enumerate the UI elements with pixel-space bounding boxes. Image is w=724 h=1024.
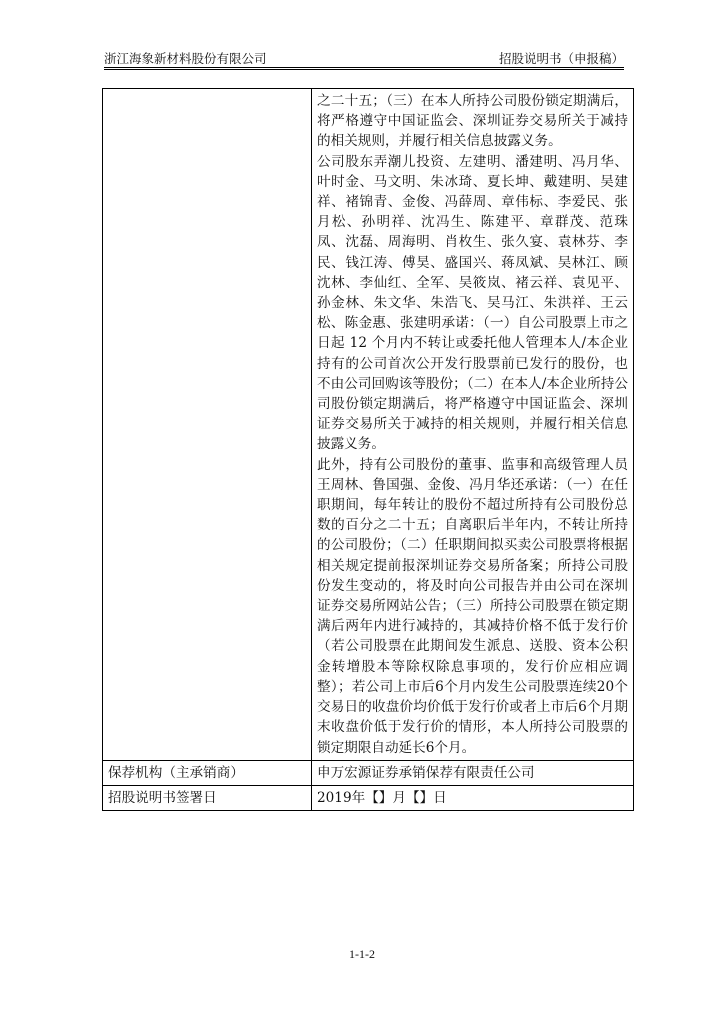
sponsor-label: 保荐机构（主承销商） — [103, 760, 312, 785]
page-number: 1-1-2 — [349, 947, 375, 961]
commitment-paragraph: 公司股东弄潮儿投资、左建明、潘建明、冯月华、叶时金、马文明、朱冰琦、夏长坤、戴建明、吴建祥、褚锦青、金俊、冯薛周、章伟标、李爱民、张月松、孙明祥、沈冯生、陈建平、章群茂、范珠凤、沈磊、周海明、肖枚生、张久宴、袁林芬、李民、钱江涛、傅昊、盛国兴、蒋凤斌、吴林江、顾沈林、李仙红、全军、吴筱岚、褚云祥、袁见平、孙金林、朱文华、朱浩飞、吴马江、朱洪祥、王云松、陈金惠、张建明承诺：（一）自公司股票上市之日起 12 个月内不转让或委托他人管理本人/本企业持有的公司首次公开发行股票前已发行的股份，也不由公司回购该等股份；（二）在本人/本企业所持公司股份锁定期满后，将严格遵守中国证监会、深圳证券交易所关于减持的相关规则，并履行相关信息披露义务。 — [317, 153, 628, 453]
commitment-paragraph: 此外，持有公司股份的董事、监事和高级管理人员王周林、鲁国强、金俊、冯月华还承诺：（一）在任职期间，每年转让的股份不超过所持有公司股份总数的百分之二十五；自离职后半年内，不转让所持的公司股份；（二）任职期间拟买卖公司股票将根据相关规定提前报深圳证券交易所备案；所持公司股份发生变动的，将及时向公司报告并由公司在深圳证券交易所网站公告；（三）所持公司股票在锁定期满后两年内进行减持的，其减持价格不低于发行价（若公司股票在此期间发生派息、送股、资本公积金转增股本等除权除息事项的，发行价应相应调整）；若公司上市后6个月内发生公司股票连续20个交易日的收盘价均价低于发行价或者上市后6个月期末收盘价低于发行价的情形，本人所持公司股票的锁定期限自动延长6个月。 — [317, 456, 628, 756]
document-title: 招股说明书（申报稿） — [498, 51, 624, 66]
table-row-commitments — [103, 89, 634, 761]
commitments-content-cell — [312, 89, 634, 761]
prospectus-info-table — [102, 88, 634, 811]
header-rule — [104, 67, 624, 68]
page-header — [104, 47, 624, 67]
table-row-sign-date — [103, 785, 634, 810]
commitments-label-cell — [103, 89, 312, 761]
sign-date-label: 招股说明书签署日 — [103, 785, 312, 810]
company-name: 浙江海象新材料股份有限公司 — [104, 51, 267, 66]
commitment-paragraph: 之二十五；（三）在本人所持公司股份锁定期满后，将严格遵守中国证监会、深圳证券交易所关于减持的相关规则，并履行相关信息披露义务。 — [317, 93, 628, 150]
header-rule-secondary — [104, 69, 624, 70]
sign-date-value: 2019年【】月【】日 — [312, 785, 634, 810]
sponsor-value: 申万宏源证券承销保荐有限责任公司 — [312, 760, 634, 785]
table-row-sponsor — [103, 760, 634, 785]
